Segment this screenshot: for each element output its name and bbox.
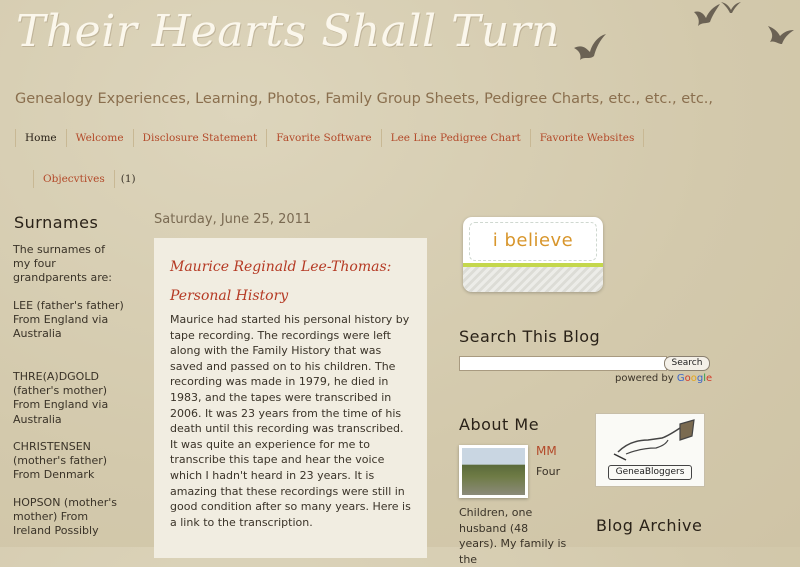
label-count: (1) <box>120 173 136 185</box>
i-believe-badge[interactable] <box>463 217 603 292</box>
surnames-heading: Surnames <box>14 213 99 232</box>
tab-favorite-software[interactable]: Favorite Software <box>267 129 381 147</box>
surname-entry: CHRISTENSEN (mother's father) From Denmark <box>13 440 108 482</box>
blog-tagline: Genealogy Experiences, Learning, Photos, Family Group Sheets, Pedigree Charts, etc., etc., etc., <box>15 91 714 107</box>
tab-disclosure-statement[interactable]: Disclosure Statement <box>134 129 268 147</box>
tab-welcome[interactable]: Welcome <box>67 129 134 147</box>
avatar-photo <box>462 448 525 495</box>
tab-lee-line-pedigree-chart[interactable]: Lee Line Pedigree Chart <box>382 129 531 147</box>
tab-home[interactable]: Home <box>15 129 67 147</box>
bird-icon <box>692 2 722 28</box>
quill-hand-icon <box>596 414 704 470</box>
page-tabs <box>15 128 644 148</box>
geneabloggers-logo[interactable] <box>595 413 705 487</box>
surname-entry: LEE (father's father) From England via Australia <box>13 299 124 341</box>
powered-by-label: powered by <box>615 373 674 384</box>
badge-text: i believe <box>492 230 574 251</box>
bird-icon <box>720 0 742 14</box>
blog-title[interactable]: Their Hearts Shall Turn <box>16 6 561 57</box>
surname-entry: HOPSON (mother's mother) From Ireland Possibly <box>13 496 117 538</box>
post-title-link[interactable]: Maurice Reginald Lee-Thomas: Personal History <box>170 259 392 304</box>
badge-stripes <box>463 267 603 292</box>
search-button[interactable]: Search <box>664 356 710 371</box>
search-heading: Search This Blog <box>459 327 601 346</box>
about-first-word: Four <box>536 465 561 478</box>
about-heading: About Me <box>459 415 540 434</box>
surname-entry: THRE(A)DGOLD (father's mother) From England via Australia <box>13 370 109 426</box>
powered-by-google <box>615 373 712 384</box>
bird-icon <box>572 26 608 66</box>
avatar[interactable] <box>459 445 528 498</box>
blog-archive-heading: Blog Archive <box>596 516 703 535</box>
profile-name-link[interactable]: MM <box>536 444 557 458</box>
google-logo: Google <box>676 373 713 384</box>
post-body: Maurice had started his personal history by tape recording. The recordings were left along with the Family History that was saved and passed on to his children. The recording was made in 1979, he died in 1983, and the tapes were transcribed in 2006. It was 23 years from the time of his death until this recording was transcribed. It was quite an experience for me to transcribe this tape and hear the voice which I hadn't heard in 23 years. It is amazing that these recordings were still in good condition after so many years. Here is a link to the transcription. <box>170 313 411 529</box>
about-text: Children, one husband (48 years). My family is the <box>459 506 567 566</box>
label-objectives-link[interactable]: Objecvtives <box>33 170 115 188</box>
label-links <box>33 169 136 189</box>
post-date: Saturday, June 25, 2011 <box>154 212 312 227</box>
surnames-intro: The surnames of my four grandparents are: <box>13 243 112 285</box>
geneabloggers-label: GeneaBloggers <box>608 465 692 480</box>
tab-favorite-websites[interactable]: Favorite Websites <box>531 129 645 147</box>
bird-icon <box>766 22 796 48</box>
search-input[interactable] <box>459 356 667 371</box>
